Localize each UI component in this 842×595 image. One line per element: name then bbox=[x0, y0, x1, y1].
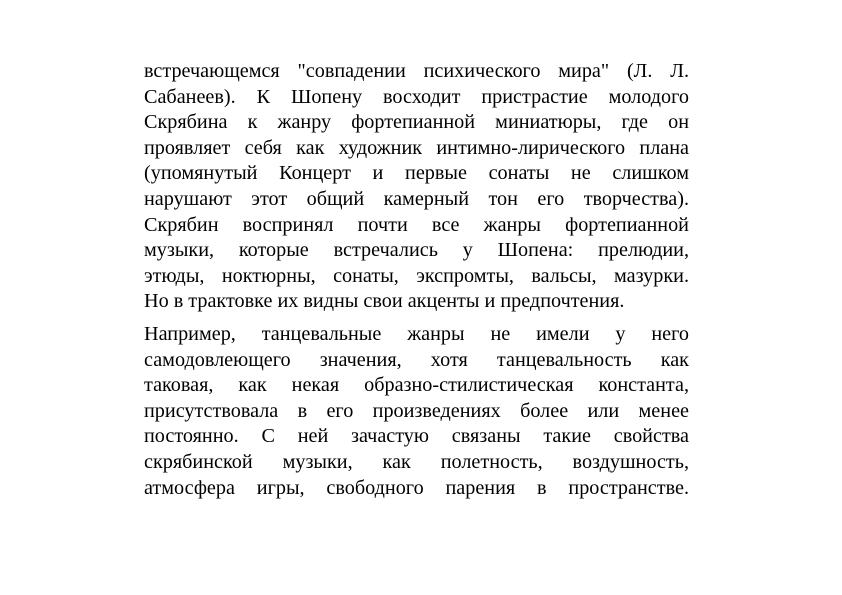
text-line: Скрябина к жанру фортепианной миниатюры, где он bbox=[144, 111, 689, 134]
text-line: атмосфера игры, свободного парения в пространстве. bbox=[144, 476, 689, 499]
body-text bbox=[144, 59, 689, 501]
text-line: Сабанеев). К Шопену восходит пристрастие молодого bbox=[144, 85, 689, 108]
text-line: присутствовала в его произведениях более или менее bbox=[144, 399, 689, 422]
text-line: Но в трактовке их видны свои акценты и предпочтения. bbox=[144, 290, 625, 313]
text-line: постоянно. С ней зачастую связаны такие свойства bbox=[144, 425, 689, 448]
text-line: встречающемся "совпадении психического мира" (Л. Л. bbox=[144, 60, 689, 82]
text-line: этюды, ноктюрны, сонаты, экспромты, вальсы, мазурки. bbox=[144, 264, 689, 287]
text-line: скрябинской музыки, как полетность, воздушность, bbox=[144, 450, 689, 473]
paragraph-2 bbox=[144, 322, 689, 501]
text-line: (упомянутый Концерт и первые сонаты не слишком bbox=[144, 162, 689, 185]
text-line: проявляет себя как художник интимно-лирического плана bbox=[144, 136, 689, 159]
text-line: Скрябин воспринял почти все жанры фортепианной bbox=[144, 213, 689, 236]
paragraph-1 bbox=[144, 59, 689, 315]
text-line: самодовлеющего значения, хотя танцевальность как bbox=[144, 348, 689, 371]
text-line: таковая, как некая образно-стилистическая константа, bbox=[144, 374, 689, 397]
text-line: музыки, которые встречались у Шопена: прелюдии, bbox=[144, 239, 689, 262]
text-line: Например, танцевальные жанры не имели у него bbox=[144, 322, 689, 345]
text-line: нарушают этот общий камерный тон его творчества). bbox=[144, 187, 689, 210]
